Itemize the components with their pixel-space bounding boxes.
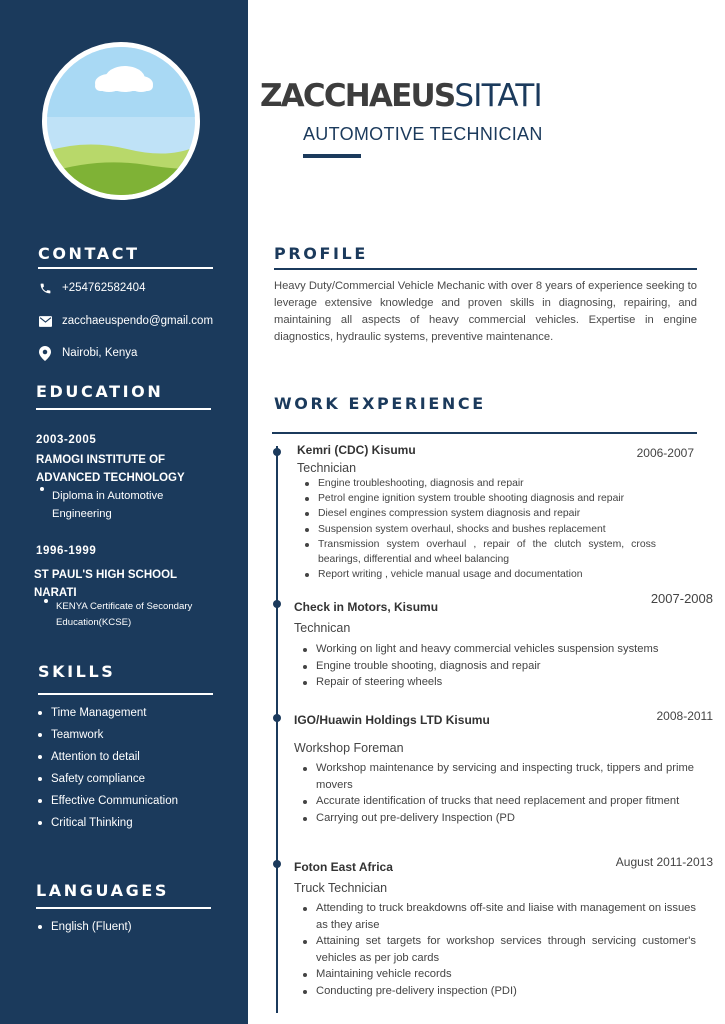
job-role: Technician [297,461,357,475]
work-experience-heading: WORK EXPERIENCE [274,394,486,413]
skill-item: Effective Communication [36,793,178,815]
list-item: KENYA Certificate of Secondary Education(KCSE) [42,599,212,630]
skill-item: Critical Thinking [36,815,178,837]
list-item: Report writing , vehicle manual usage and documentation [300,567,656,582]
skill-item: Attention to detail [36,749,178,771]
job-role: Truck Technician [294,881,388,895]
profile-summary: Heavy Duty/Commercial Vehicle Mechanic with over 8 years of experience seeking to leverage extensive knowledge and proven skills in diagnosing, repairing, and maintaining all aspects of heavy commercial vehicles. Expertise in engine diagnostics, hydraulic systems, preventive maintenance. [274,280,697,343]
job-duties [298,760,694,826]
envelope-icon [38,314,52,328]
skill-item: Teamwork [36,727,178,749]
job-title: AUTOMOTIVE TECHNICIAN [303,124,543,144]
languages-heading: LANGUAGES [36,881,169,900]
list-item: Suspension system overhaul, shocks and bushes replacement [300,522,656,537]
job-dates: August 2011-2013 [615,855,713,869]
education-details [42,599,212,630]
landscape-image-icon [47,47,195,195]
languages-divider [36,907,211,909]
skills-divider [38,693,213,695]
list-item: Transmission system overhaul , repair of the clutch system, cross bearings, differential and wheel balancing [300,537,656,567]
education-school: ST PAUL'S HIGH SCHOOL NARATI [34,569,177,599]
skills-list [36,705,178,837]
phone-icon [38,281,52,295]
list-item: Maintaining vehicle records [298,966,696,983]
job-company: Check in Motors, Kisumu [294,600,439,614]
skills-heading: SKILLS [38,662,116,681]
job-role: Technican [294,621,351,635]
sidebar [0,0,248,1024]
skill-item: Safety compliance [36,771,178,793]
profile-heading: PROFILE [274,244,368,263]
list-item: Diploma in Automotive Engineering [38,487,198,523]
phone-number[interactable]: +254762582404 [62,282,146,294]
job-dates: 2008-2011 [656,709,713,723]
list-item: Engine troubleshooting, diagnosis and repair [300,476,656,491]
contact-phone [38,281,145,295]
list-item: Workshop maintenance by servicing and inspecting truck, tippers and prime movers [298,760,694,793]
education-years: 2003-2005 [36,434,97,446]
education-heading: EDUCATION [36,382,164,401]
profile-divider [274,268,697,270]
contact-location [38,346,137,360]
list-item: Diesel engines compression system diagnosis and repair [300,506,656,521]
work-experience-divider [272,432,697,434]
languages-list [36,919,132,941]
first-name: ZACCHAEUS [260,78,455,114]
timeline-dot [273,600,281,608]
job-role: Workshop Foreman [294,741,404,755]
candidate-name [260,78,542,114]
location-pin-icon [38,346,52,360]
timeline-dot [273,448,281,456]
list-item: Repair of steering wheels [298,674,693,691]
job-duties [298,900,696,1000]
education-school: RAMOGI INSTITUTE OF ADVANCED TECHNOLOGY [36,454,185,484]
list-item: Engine trouble shooting, diagnosis and repair [298,658,693,675]
contact-divider [38,267,213,269]
list-item: Conducting pre-delivery inspection (PDI) [298,983,696,1000]
list-item: Working on light and heavy commercial vehicles suspension systems [298,641,693,658]
title-accent-bar [303,154,361,158]
list-item: Attaining set targets for workshop services through servicing customer's vehicles as per job cards [298,933,696,966]
job-dates: 2007-2008 [650,591,713,606]
skill-item: Time Management [36,705,178,727]
last-name: SITATI [454,78,542,114]
job-dates: 2006-2007 [636,446,694,460]
timeline-dot [273,860,281,868]
job-company: Foton East Africa [294,860,393,874]
list-item: Accurate identification of trucks that need replacement and proper fitment [298,793,694,810]
contact-email [38,314,213,328]
timeline-dot [273,714,281,722]
education-years: 1996-1999 [36,545,97,557]
location-text: Nairobi, Kenya [62,347,138,359]
education-divider [36,408,211,410]
education-details [38,487,198,523]
language-item: English (Fluent) [36,919,132,941]
list-item: Petrol engine ignition system trouble shooting diagnosis and repair [300,491,656,506]
list-item: Attending to truck breakdowns off-site and liaise with management on issues as they arise [298,900,696,933]
email-address[interactable]: zacchaeuspendo@gmail.com [62,315,214,327]
job-duties [300,476,656,582]
profile-photo-placeholder [42,42,200,200]
job-company: Kemri (CDC) Kisumu [297,443,416,457]
list-item: Carrying out pre-delivery Inspection (PD [298,810,694,827]
contact-heading: CONTACT [38,244,140,263]
job-company: IGO/Huawin Holdings LTD Kisumu [294,713,490,727]
job-duties [298,641,693,691]
timeline-line [276,446,278,1013]
